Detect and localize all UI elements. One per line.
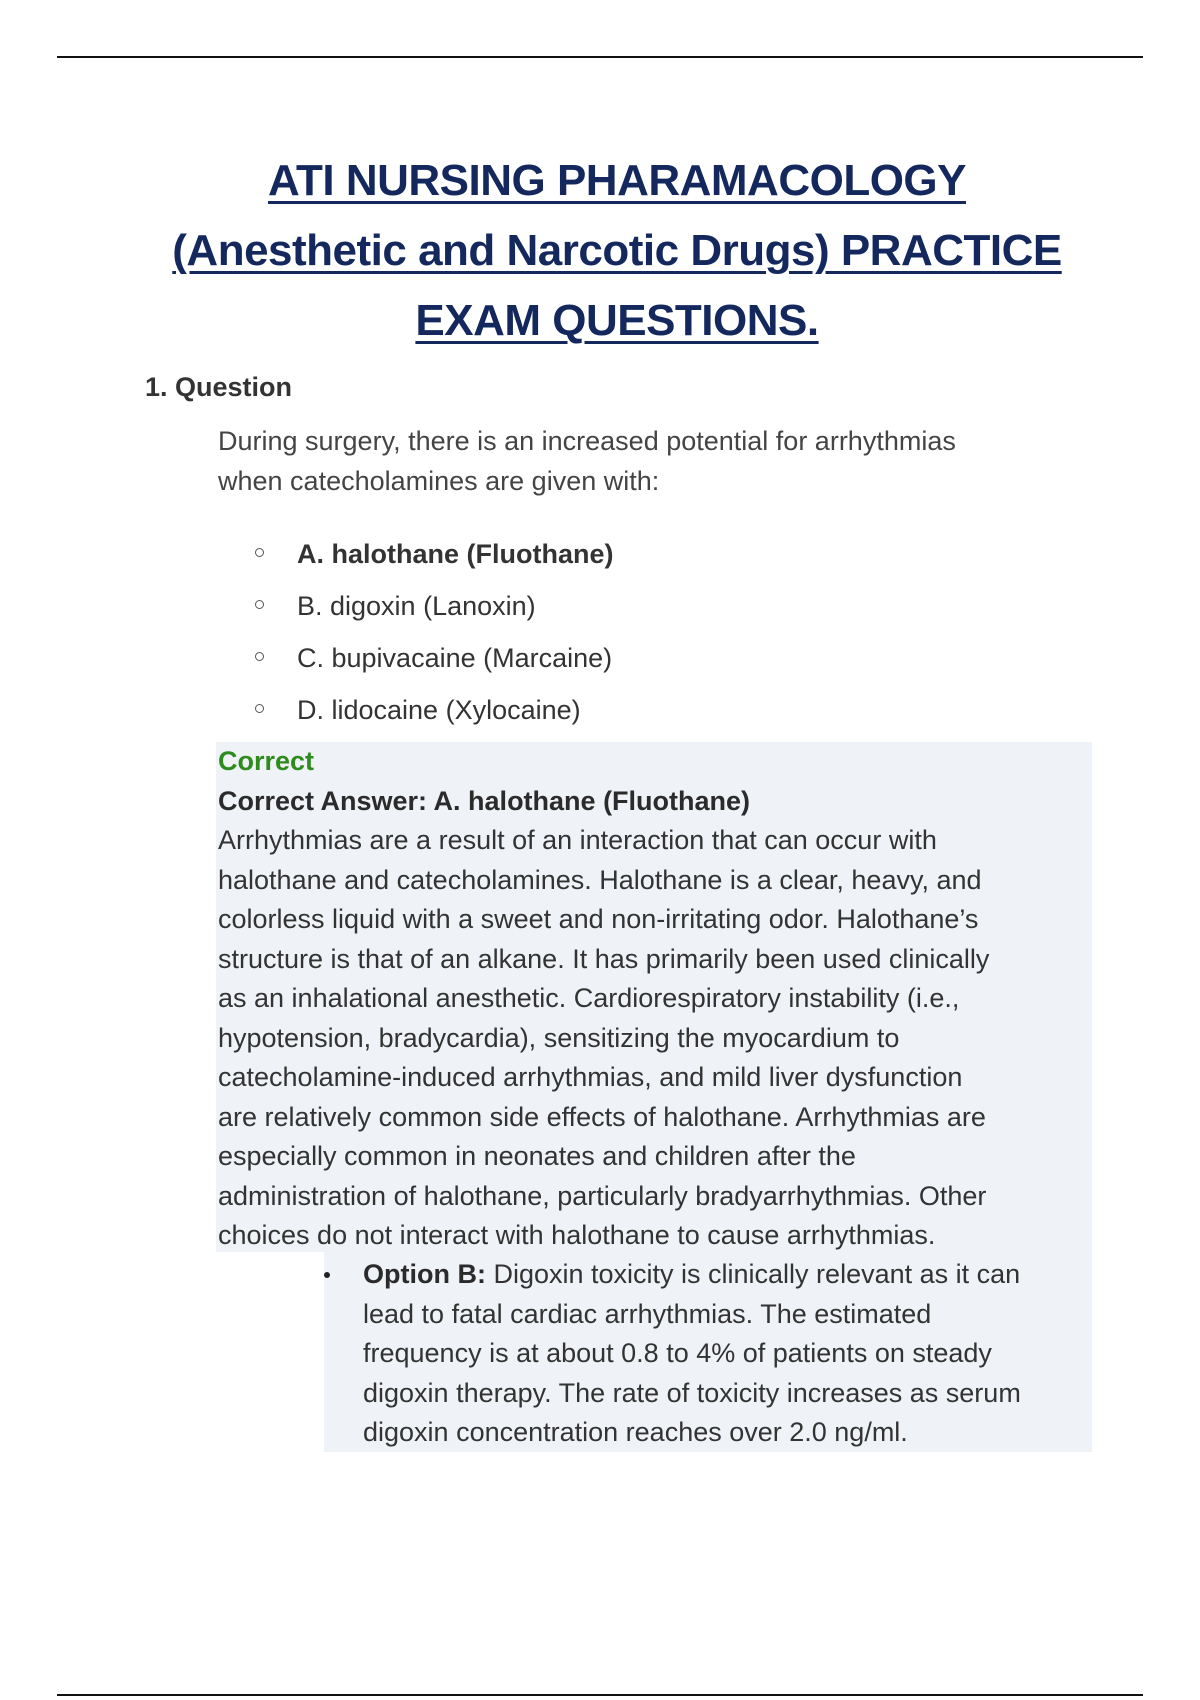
- option-b-note: [324, 1255, 1092, 1453]
- option-b-line: lead to fatal cardiac arrhythmias. The estimated: [363, 1298, 932, 1329]
- explanation-line: administration of halothane, particularly bradyarrhythmias. Other: [218, 1180, 987, 1211]
- option-b-line: digoxin concentration reaches over 2.0 ng/ml.: [363, 1417, 908, 1447]
- explanation-line: hypotension, bradycardia), sensitizing the myocardium to: [218, 1022, 900, 1053]
- option-label: A. halothane (Fluothane): [297, 539, 614, 569]
- correct-answer: Correct Answer: A. halothane (Fluothane): [218, 785, 751, 816]
- title-line-1: ATI NURSING PHARAMACOLOGY: [267, 156, 966, 205]
- explanation-line: catecholamine-induced arrhythmias, and mild liver dysfunction: [218, 1062, 963, 1092]
- option-label: B. digoxin (Lanoxin): [297, 591, 536, 621]
- explanation-line: halothane and catecholamines. Halothane is a clear, heavy, and: [218, 864, 982, 895]
- hollow-circle-bullet-icon: [255, 704, 264, 713]
- option-b-line: frequency is at about 0.8 to 4% of patients on steady: [363, 1338, 992, 1368]
- option-b-lead: Option B:: [363, 1259, 486, 1289]
- explanation-line: choices do not interact with halothane to cause arrhythmias.: [218, 1220, 936, 1250]
- option-b-line: digoxin therapy. The rate of toxicity increases as serum: [363, 1377, 1021, 1408]
- question-text-line: During surgery, there is an increased potential for arrhythmias: [218, 426, 956, 456]
- hollow-circle-bullet-icon: [255, 548, 264, 557]
- explanation-line: as an inhalational anesthetic. Cardiorespiratory instability (i.e.,: [218, 983, 960, 1013]
- question-text: [218, 421, 1068, 501]
- option-b-note-body: [363, 1255, 1092, 1453]
- explanation: [218, 821, 1090, 1256]
- bullet-dot-icon: [324, 1272, 330, 1278]
- explanation-line: structure is that of an alkane. It has primarily been used clinically: [218, 943, 990, 974]
- question-heading: 1. Question: [145, 372, 293, 402]
- explanation-line: Arrhythmias are a result of an interaction that can occur with: [218, 825, 937, 855]
- explanation-line: colorless liquid with a sweet and non-irritating odor. Halothane’s: [218, 904, 979, 934]
- title-line-2: (Anesthetic and Narcotic Drugs) PRACTICE: [172, 226, 1062, 275]
- answer-panel: [218, 742, 1090, 1256]
- header-rule: [57, 56, 1143, 58]
- option-label: D. lidocaine (Xylocaine): [297, 695, 581, 725]
- option-b-line: Digoxin toxicity is clinically relevant as it can: [485, 1259, 1021, 1289]
- document-title: [100, 146, 1134, 356]
- hollow-circle-bullet-icon: [255, 600, 264, 609]
- hollow-circle-bullet-icon: [255, 652, 264, 661]
- answer-status: Correct: [218, 746, 315, 776]
- title-line-3: EXAM QUESTIONS.: [415, 296, 819, 345]
- footer-rule: [57, 1694, 1143, 1696]
- question-text-line: when catecholamines are given with:: [218, 466, 660, 496]
- explanation-line: are relatively common side effects of halothane. Arrhythmias are: [218, 1101, 986, 1132]
- explanation-line: especially common in neonates and children after the: [218, 1141, 856, 1171]
- option-label: C. bupivacaine (Marcaine): [297, 643, 613, 673]
